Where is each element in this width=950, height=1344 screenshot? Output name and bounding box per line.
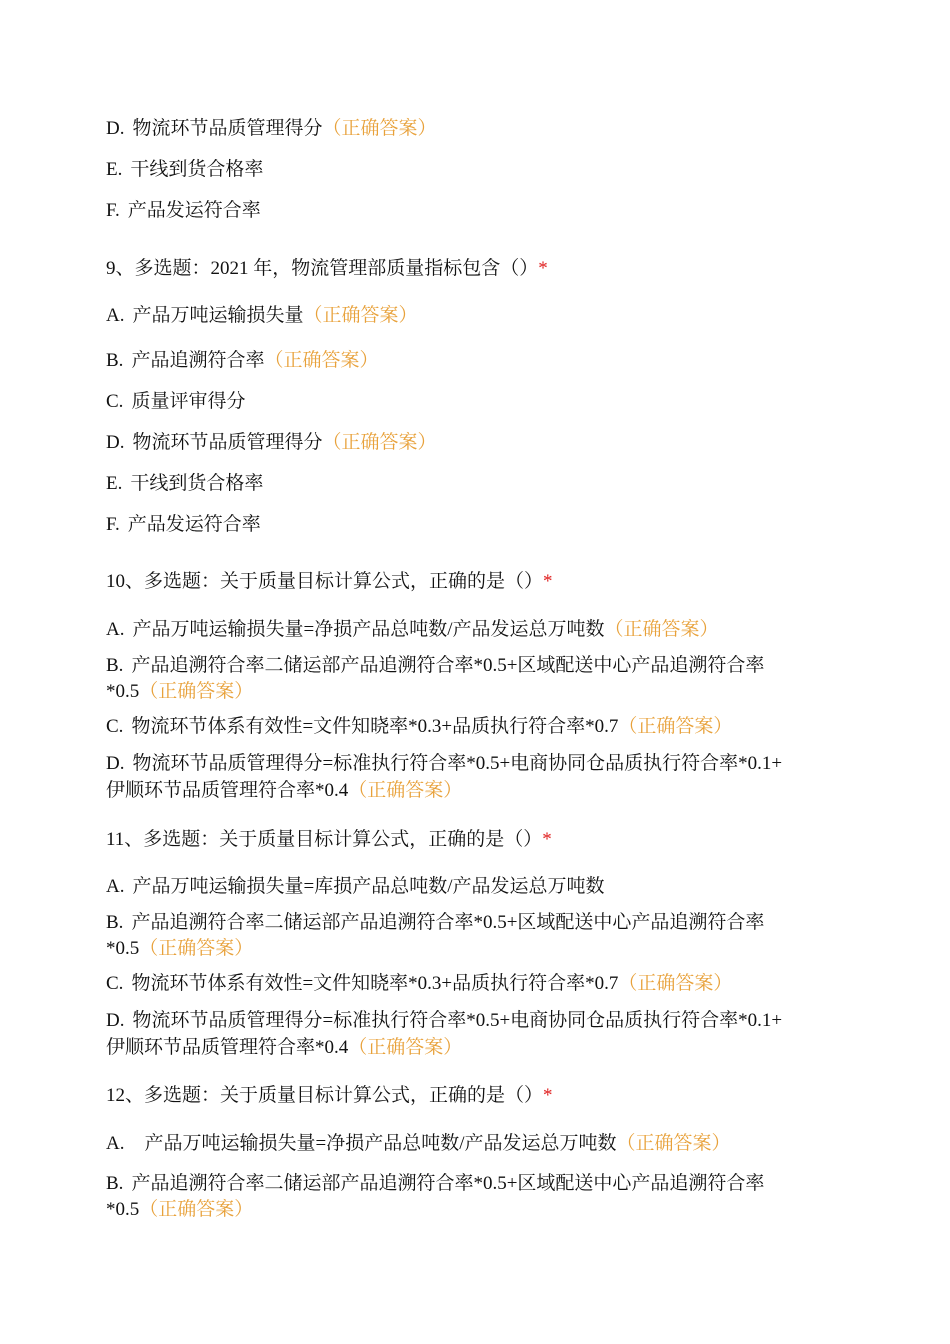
option-text-continued: *0.5: [106, 938, 140, 959]
option-f: [106, 512, 261, 538]
correct-answer-label: （正确答案）: [303, 305, 418, 326]
option-letter: C.: [106, 391, 124, 412]
option-letter: C.: [106, 716, 124, 737]
option-text: 产品追溯符合率二储运部产品追溯符合率*0.5+区域配送中心产品追溯符合率: [131, 1173, 765, 1194]
option-letter: A.: [106, 305, 125, 326]
option-b: [106, 1171, 764, 1197]
correct-answer-label: （正确答案）: [322, 118, 437, 139]
option-letter: D.: [106, 753, 125, 774]
option-d: [106, 430, 437, 456]
option-b-continuation: [106, 936, 253, 962]
option-e: [106, 157, 263, 183]
option-e: [106, 471, 263, 497]
option-letter: B.: [106, 1173, 124, 1194]
option-letter: B.: [106, 655, 124, 676]
option-letter: F.: [106, 200, 120, 221]
option-letter: B.: [106, 350, 124, 371]
correct-answer-label: （正确答案）: [139, 1199, 254, 1220]
option-text: 产品发运符合率: [127, 514, 261, 535]
option-c: [106, 714, 732, 740]
question-text: 11、多选题：关于质量目标计算公式，正确的是（）: [106, 829, 543, 850]
option-b: [106, 910, 764, 936]
correct-answer-label: （正确答案）: [618, 973, 733, 994]
correct-answer-label: （正确答案）: [139, 681, 254, 702]
option-a: [106, 303, 418, 329]
option-b-continuation: [106, 1197, 253, 1223]
question-10-title: [106, 569, 553, 595]
option-c: [106, 389, 245, 415]
option-text: 物流环节品质管理得分: [132, 118, 323, 139]
question-text: 10、多选题：关于质量目标计算公式，正确的是（）: [106, 571, 544, 592]
option-text: 产品万吨运输损失量: [132, 305, 304, 326]
correct-answer-label: （正确答案）: [616, 1133, 731, 1154]
correct-answer-label: （正确答案）: [348, 780, 463, 801]
option-text: 物流环节体系有效性=文件知晓率*0.3+品质执行符合率*0.7: [131, 973, 619, 994]
option-text-continued: *0.5: [106, 681, 140, 702]
option-text: 物流环节体系有效性=文件知晓率*0.3+品质执行符合率*0.7: [131, 716, 619, 737]
option-letter: B.: [106, 912, 124, 933]
option-text: 产品万吨运输损失量=库损产品总吨数/产品发运总万吨数: [132, 876, 605, 897]
required-mark: *: [538, 258, 548, 279]
required-mark: *: [543, 571, 553, 592]
required-mark: *: [542, 829, 552, 850]
option-text: 产品追溯符合率二储运部产品追溯符合率*0.5+区域配送中心产品追溯符合率: [131, 655, 765, 676]
option-letter: E.: [106, 159, 123, 180]
question-text: 12、多选题：关于质量目标计算公式，正确的是（）: [106, 1085, 544, 1106]
option-text-continued: 伊顺环节品质管理符合率*0.4: [106, 1037, 349, 1058]
option-text: 产品万吨运输损失量=净损产品总吨数/产品发运总万吨数: [132, 619, 605, 640]
correct-answer-label: （正确答案）: [348, 1037, 463, 1058]
required-mark: *: [543, 1085, 553, 1106]
question-11-title: [106, 827, 552, 853]
option-d: [106, 116, 437, 142]
option-letter: A.: [106, 619, 125, 640]
option-f: [106, 198, 261, 224]
correct-answer-label: （正确答案）: [604, 619, 719, 640]
option-text: 物流环节品质管理得分=标准执行符合率*0.5+电商协同仓品质执行符合率*0.1+: [132, 753, 783, 774]
option-d-continuation: [106, 1035, 462, 1061]
option-letter: D.: [106, 1010, 125, 1031]
option-text: 干线到货合格率: [130, 473, 264, 494]
correct-answer-label: （正确答案）: [139, 938, 254, 959]
option-text-continued: 伊顺环节品质管理符合率*0.4: [106, 780, 349, 801]
option-text: 干线到货合格率: [130, 159, 264, 180]
option-d-continuation: [106, 778, 462, 804]
option-letter: A.: [106, 876, 125, 897]
question-9-title: [106, 256, 548, 282]
option-d: [106, 751, 782, 777]
correct-answer-label: （正确答案）: [618, 716, 733, 737]
option-letter: A.: [106, 1133, 125, 1154]
option-c: [106, 971, 732, 997]
correct-answer-label: （正确答案）: [322, 432, 437, 453]
option-letter: E.: [106, 473, 123, 494]
correct-answer-label: （正确答案）: [264, 350, 379, 371]
option-text: 物流环节品质管理得分: [132, 432, 323, 453]
option-letter: C.: [106, 973, 124, 994]
option-text: 产品追溯符合率: [131, 350, 265, 371]
option-b: [106, 348, 378, 374]
option-b-continuation: [106, 679, 253, 705]
option-text-continued: *0.5: [106, 1199, 140, 1220]
option-letter: F.: [106, 514, 120, 535]
option-a: [106, 617, 719, 643]
option-letter: D.: [106, 118, 125, 139]
option-text: 物流环节品质管理得分=标准执行符合率*0.5+电商协同仓品质执行符合率*0.1+: [132, 1010, 783, 1031]
option-text: 质量评审得分: [131, 391, 246, 412]
option-text: 产品万吨运输损失量=净损产品总吨数/产品发运总万吨数: [144, 1133, 617, 1154]
option-letter: D.: [106, 432, 125, 453]
option-b: [106, 653, 764, 679]
option-a: [106, 1131, 731, 1157]
option-d: [106, 1008, 782, 1034]
question-text: 9、多选题：2021 年，物流管理部质量指标包含（）: [106, 258, 539, 279]
option-text: 产品追溯符合率二储运部产品追溯符合率*0.5+区域配送中心产品追溯符合率: [131, 912, 765, 933]
option-text: 产品发运符合率: [127, 200, 261, 221]
option-a: [106, 874, 604, 900]
question-12-title: [106, 1083, 553, 1109]
